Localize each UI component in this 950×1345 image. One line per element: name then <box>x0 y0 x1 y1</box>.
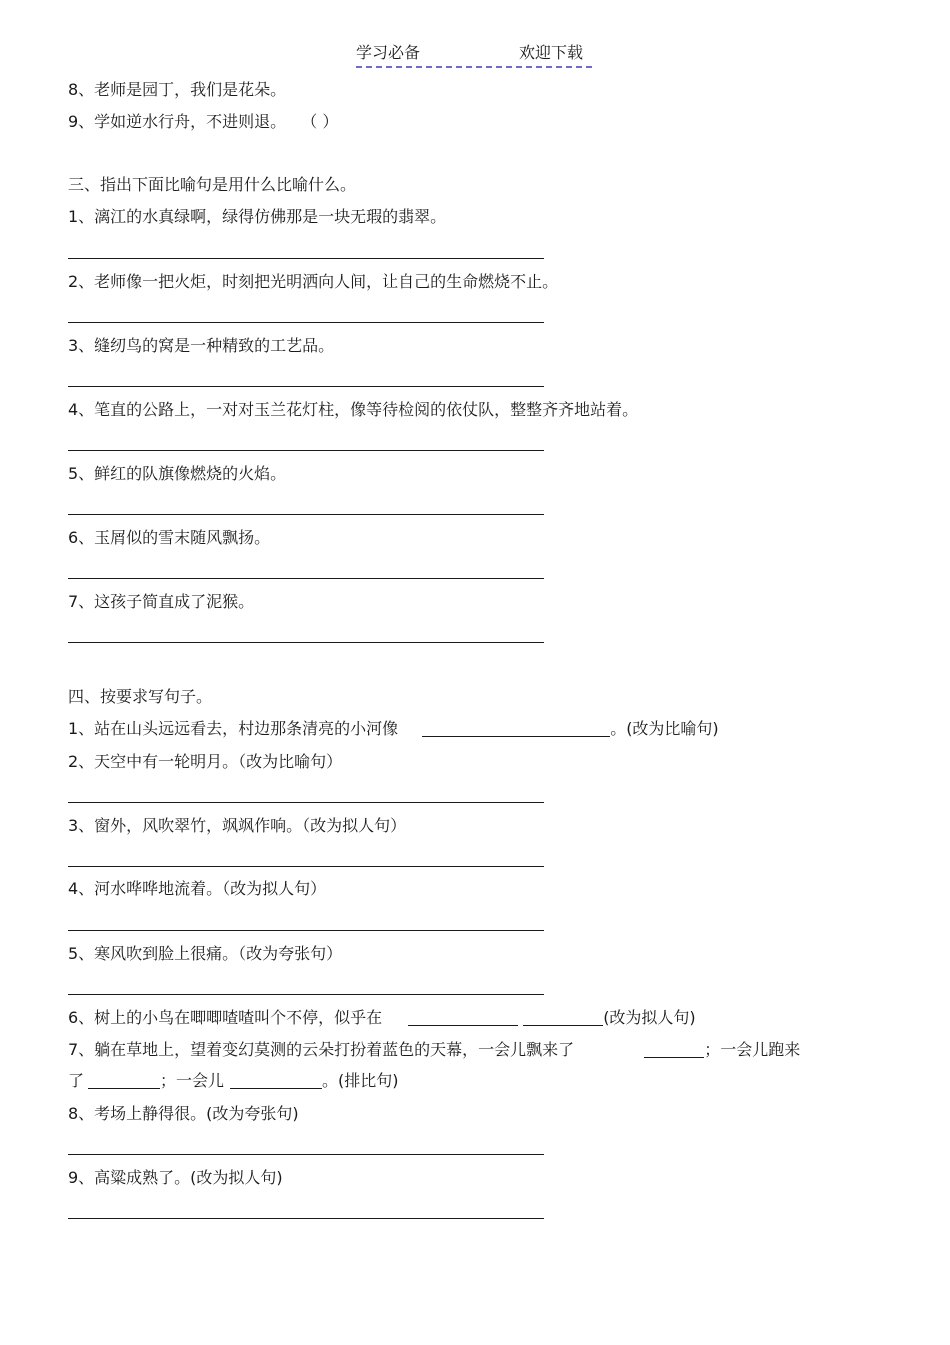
answer-line[interactable] <box>68 450 544 451</box>
fill-blank[interactable] <box>408 1009 518 1026</box>
answer-line[interactable] <box>68 802 544 803</box>
question-text: 7、躺在草地上，望着变幻莫测的云朵打扮着蓝色的天幕，一会儿飘来了 <box>68 1040 575 1059</box>
answer-line[interactable] <box>68 322 544 323</box>
answer-line[interactable] <box>68 514 544 515</box>
answer-line[interactable] <box>68 642 544 643</box>
header-left-text: 学习必备 <box>356 43 421 62</box>
page-header <box>356 42 592 68</box>
fill-blank[interactable] <box>230 1072 322 1089</box>
answer-line[interactable] <box>68 994 544 995</box>
question-text: 3、窗外，风吹翠竹，飒飒作响。（改为拟人句） <box>68 816 407 835</box>
fill-blank[interactable] <box>644 1041 704 1058</box>
question-text: 5、鲜红的队旗像燃烧的火焰。 <box>68 464 287 483</box>
question-text: 8、考场上静得很。(改为夸张句) <box>68 1104 299 1123</box>
question-text: 了 <box>68 1071 85 1090</box>
question-text: 4、笔直的公路上，一对对玉兰花灯柱，像等待检阅的依仗队，整整齐齐地站着。 <box>68 400 639 419</box>
question-instruction: (改为拟人句) <box>603 1008 696 1027</box>
fill-blank[interactable] <box>523 1009 603 1026</box>
header-right-text: 欢迎下载 <box>519 43 584 62</box>
fill-blank[interactable] <box>422 720 610 737</box>
answer-line[interactable] <box>68 258 544 259</box>
question-text: 5、寒风吹到脸上很痛。（改为夸张句） <box>68 944 343 963</box>
question-text: 7、这孩子简直成了泥猴。 <box>68 592 255 611</box>
answer-line[interactable] <box>68 866 544 867</box>
question-text: 3、缝纫鸟的窝是一种精致的工艺品。 <box>68 336 335 355</box>
answer-line[interactable] <box>68 1154 544 1155</box>
question-text: ；一会儿跑来 <box>704 1040 801 1059</box>
question-row <box>68 719 719 739</box>
question-text: 9、学如逆水行舟，不进则退。 <box>68 112 287 131</box>
section-title: 四、按要求写句子。 <box>68 687 213 706</box>
question-instruction: 。(改为比喻句) <box>610 719 719 738</box>
answer-line[interactable] <box>68 578 544 579</box>
question-row <box>68 1071 399 1091</box>
question-text <box>68 112 338 132</box>
section-title: 三、指出下面比喻句是用什么比喻什么。 <box>68 175 357 194</box>
question-text: 8、老师是园丁，我们是花朵。 <box>68 80 287 99</box>
fill-blank[interactable] <box>88 1072 160 1089</box>
question-text: 2、老师像一把火炬，时刻把光明洒向人间，让自己的生命燃烧不止。 <box>68 272 559 291</box>
answer-line[interactable] <box>68 930 544 931</box>
answer-parentheses[interactable]: （ ） <box>301 112 339 131</box>
question-text: 6、树上的小鸟在唧唧喳喳叫个不停，似乎在 <box>68 1008 383 1027</box>
question-row <box>68 1040 800 1060</box>
question-text: 4、河水哗哗地流着。（改为拟人句） <box>68 879 327 898</box>
question-row <box>68 1008 696 1028</box>
question-text: 2、天空中有一轮明月。（改为比喻句） <box>68 752 343 771</box>
answer-line[interactable] <box>68 386 544 387</box>
question-text: 6、玉屑似的雪末随风飘扬。 <box>68 528 271 547</box>
question-instruction: 。(排比句) <box>322 1071 399 1090</box>
question-text: 1、漓江的水真绿啊，绿得仿佛那是一块无瑕的翡翠。 <box>68 207 447 226</box>
question-text: 1、站在山头远远看去，村边那条清亮的小河像 <box>68 719 399 738</box>
question-text: 9、高粱成熟了。(改为拟人句) <box>68 1168 283 1187</box>
question-text: ；一会儿 <box>160 1071 225 1090</box>
answer-line[interactable] <box>68 1218 544 1219</box>
